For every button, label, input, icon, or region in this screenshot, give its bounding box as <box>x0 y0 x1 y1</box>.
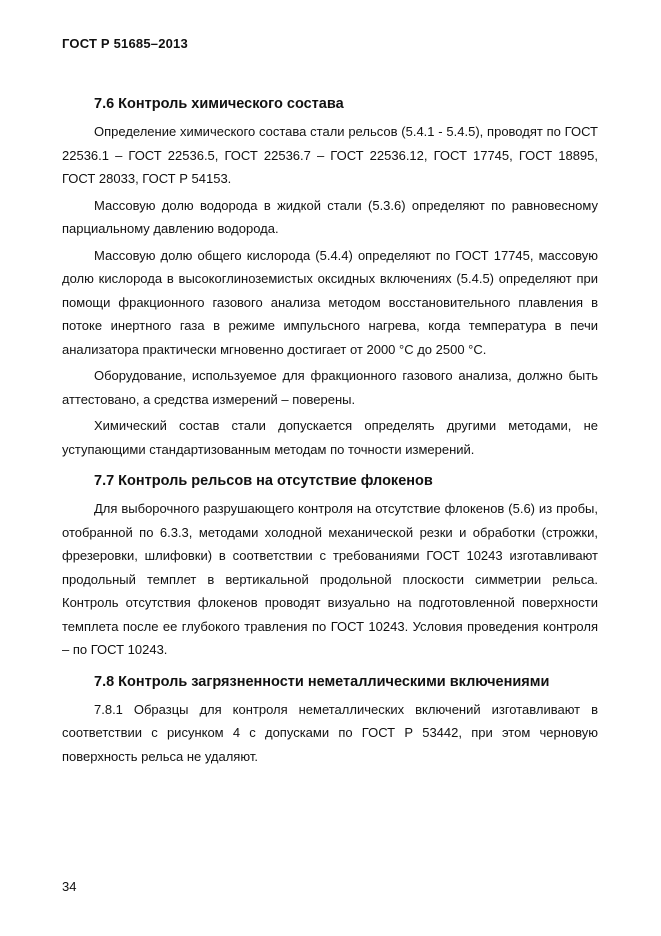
document-header: ГОСТ Р 51685–2013 <box>62 36 188 51</box>
page-number: 34 <box>62 879 77 894</box>
paragraph: Определение химического состава стали рельсов (5.4.1 - 5.4.5), проводят по ГОСТ 22536.1 – ГОСТ 22536.5, ГОСТ 22536.7 – ГОСТ 22536.12, ГОСТ 17745, ГОСТ 18895, ГОСТ 28033, ГОСТ Р 54153. <box>62 124 598 186</box>
section-7-6 <box>62 93 598 461</box>
section-7-8 <box>62 671 598 769</box>
section-title: 7.7 Контроль рельсов на отсутствие флокенов <box>94 473 433 489</box>
paragraph: 7.8.1 Образцы для контроля неметаллических включений изготавливают в соответствии с рисунком 4 с допусками по ГОСТ Р 53442, при этом черновую поверхность рельса не удаляют. <box>62 701 598 764</box>
section-title: 7.8 Контроль загрязненности неметаллическими включениями <box>94 673 550 690</box>
section-title: 7.6 Контроль химического состава <box>94 96 344 112</box>
paragraph: Химический состав стали допускается определять другими методами, не уступающими стандартизованным методам по точности измерений. <box>62 418 598 457</box>
paragraph: Для выборочного разрушающего контроля на отсутствие флокенов (5.6) из пробы, отобранной по 6.3.3, методами холодной механической резки и обработки (строжки, фрезеровки, шлифовки) в соответствии с требованиями ГОСТ 10243 изготавливают продольный темплет в вертикальной продольной плоскости симметрии рельса. Контроль отсутствия флокенов проводят визуально на подготовленной поверхности темплета после ее глубокого травления по ГОСТ 10243. Условия проведения контроля – по ГОСТ 10243. <box>62 501 598 657</box>
paragraph: Оборудование, используемое для фракционного газового анализа, должно быть аттестовано, а средства измерений – поверены. <box>62 368 598 407</box>
section-7-7 <box>62 470 598 662</box>
page-content <box>62 93 598 777</box>
paragraph: Массовую долю общего кислорода (5.4.4) определяют по ГОСТ 17745, массовую долю кислорода в высокоглиноземистых оксидных включениях (5.4.5) определяют при помощи фракционного газового анализа методом восстановительного плавления в потоке инертного газа в режиме импульсного нагрева, когда температура в печи анализатора практически мгновенно достигает от 2000 °С до 2500 °С. <box>62 247 598 357</box>
paragraph: Массовую долю водорода в жидкой стали (5.3.6) определяют по равновесному парциальному давлению водорода. <box>62 197 598 236</box>
